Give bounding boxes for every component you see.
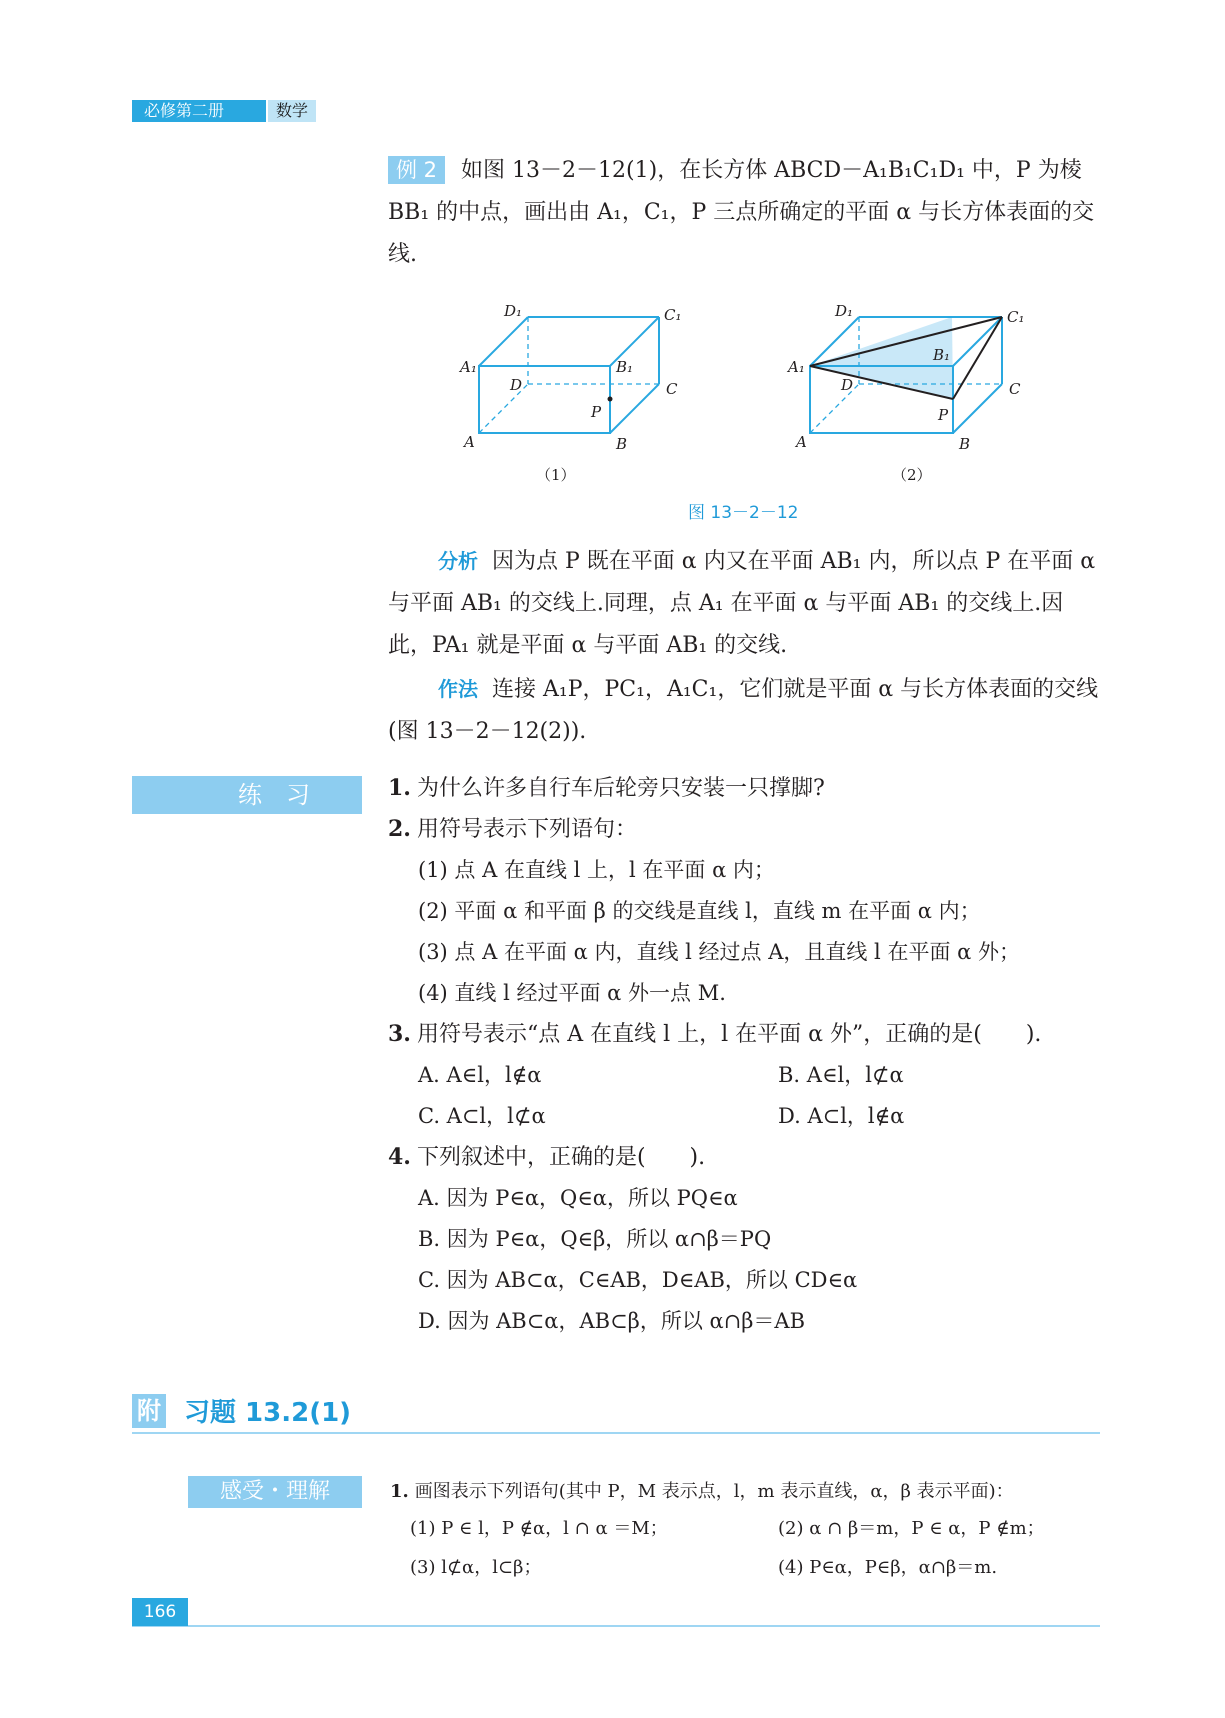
label-p-2: P	[938, 406, 949, 424]
figure-caption: 图 13－2－12	[688, 503, 799, 523]
q3-text: 用符号表示“点 A 在直线 l 上，l 在平面 α 外”，正确的是( ).	[416, 1022, 1042, 1047]
page-number: 166	[132, 1598, 188, 1626]
label-c-2: C	[1009, 380, 1021, 398]
q3-number: 3.	[388, 1021, 411, 1047]
q2-item: (1) 点 A 在直线 l 上，l 在平面 α 内；	[418, 858, 775, 882]
p1-item: (2) α ∩ β＝m，P ∈ α，P ∉m；	[778, 1518, 1045, 1539]
q4-number: 4.	[388, 1144, 411, 1170]
exercise-q3	[388, 1014, 1100, 1055]
running-header	[132, 100, 316, 122]
label-b1: B₁	[616, 358, 634, 376]
analysis-label: 分析	[438, 549, 478, 573]
label-a-2: A	[796, 433, 807, 451]
figure-cuboids	[440, 298, 1060, 488]
q2-number: 2.	[388, 816, 411, 842]
q4-option-b: B. 因为 P∈α，Q∈β，所以 α∩β＝PQ	[418, 1227, 772, 1251]
subcaption-1: （1）	[536, 466, 576, 484]
p1-number: 1.	[390, 1481, 409, 1502]
problem-1	[390, 1474, 1014, 1510]
p1-item: (1) P ∈ l，P ∉α，l ∩ α ＝M；	[410, 1518, 668, 1539]
footer-rule	[132, 1625, 1100, 1627]
subcaption-2: （2）	[892, 466, 932, 484]
analysis-text: 因为点 P 既在平面 α 内又在平面 AB₁ 内，所以点 P 在平面 α 与平面 AB₁ 的交线上.同理，点 A₁ 在平面 α 与平面 AB₁ 的交线上.因此，PA₁ 就是平面 α 与平面 AB₁ 的交线.	[388, 549, 1096, 658]
exercise-q4	[388, 1137, 1100, 1178]
label-c1: C₁	[664, 306, 682, 324]
label-d1: D₁	[504, 302, 523, 320]
exercise-q1	[388, 768, 1100, 809]
label-a1-2: A₁	[788, 358, 805, 376]
label-d-2: D	[841, 376, 854, 394]
label-c: C	[666, 380, 678, 398]
q3-option-d: D. A⊂l，l∉α	[778, 1104, 905, 1128]
q2-item: (2) 平面 α 和平面 β 的交线是直线 l，直线 m 在平面 α 内；	[418, 899, 981, 923]
label-b1-2: B₁	[933, 346, 951, 364]
q2-item: (4) 直线 l 经过平面 α 外一点 M.	[418, 981, 726, 1005]
q4-option-a: A. 因为 P∈α，Q∈α，所以 PQ∈α	[418, 1186, 738, 1210]
q1-text: 为什么许多自行车后轮旁只安装一只撑脚?	[416, 776, 825, 801]
q2-item: (3) 点 A 在平面 α 内，直线 l 经过点 A，且直线 l 在平面 α 外；	[418, 940, 1020, 964]
point-p-dot	[608, 397, 613, 402]
q1-number: 1.	[388, 775, 411, 801]
cuboid-2	[786, 302, 1025, 484]
exercise-q2	[388, 809, 1100, 850]
section-label: 感受・理解	[188, 1476, 362, 1508]
method-label: 作法	[438, 677, 478, 701]
problems-title: 习题 13.2(1)	[184, 1398, 352, 1428]
book-title: 必修第二册	[132, 100, 266, 122]
example-text: 如图 13－2－12(1)，在长方体 ABCD－A₁B₁C₁D₁ 中，P 为棱 BB₁ 的中点，画出由 A₁，C₁，P 三点所确定的平面 α 与长方体表面的交线.	[388, 158, 1095, 267]
label-b-2: B	[959, 435, 971, 453]
example-tag: 例 2	[388, 156, 445, 184]
label-d1-2: D₁	[835, 302, 854, 320]
label-d: D	[510, 376, 523, 394]
q3-option-b: B. A∈l，l⊄α	[778, 1063, 904, 1087]
method-text: 连接 A₁P，PC₁，A₁C₁，它们就是平面 α 与长方体表面的交线(图 13－2－12(2)).	[388, 677, 1099, 744]
label-a: A	[464, 433, 475, 451]
p1-item: (4) P∈α，P∈β，α∩β＝m.	[778, 1557, 998, 1578]
example-2	[388, 150, 1100, 276]
q3-option-a: A. A∈l，l∉α	[418, 1063, 542, 1087]
q4-option-d: D. 因为 AB⊂α，AB⊂β，所以 α∩β＝AB	[418, 1309, 806, 1333]
label-b: B	[616, 435, 628, 453]
problems-header	[132, 1392, 1100, 1434]
exercise-title: 练习	[238, 781, 334, 809]
method-paragraph	[388, 668, 1100, 753]
q2-text: 用符号表示下列语句：	[416, 817, 637, 842]
cuboid-1	[458, 302, 682, 484]
exercise-header	[132, 776, 362, 814]
q3-option-c: C. A⊂l，l⊄α	[418, 1104, 546, 1128]
fu-badge: 附	[132, 1394, 166, 1428]
analysis-paragraph	[388, 540, 1100, 667]
p1-item: (3) l⊄α，l⊂β；	[410, 1557, 542, 1578]
q4-text: 下列叙述中，正确的是( ).	[416, 1145, 706, 1170]
label-p: P	[591, 403, 602, 421]
label-a1: A₁	[460, 358, 477, 376]
p1-text: 画图表示下列语句(其中 P，M 表示点，l，m 表示直线，α，β 表示平面)：	[414, 1481, 1014, 1502]
q4-option-c: C. 因为 AB⊂α，C∈AB，D∈AB，所以 CD∈α	[418, 1268, 858, 1292]
subject-label: 数学	[268, 100, 316, 122]
label-c1-2: C₁	[1007, 308, 1025, 326]
